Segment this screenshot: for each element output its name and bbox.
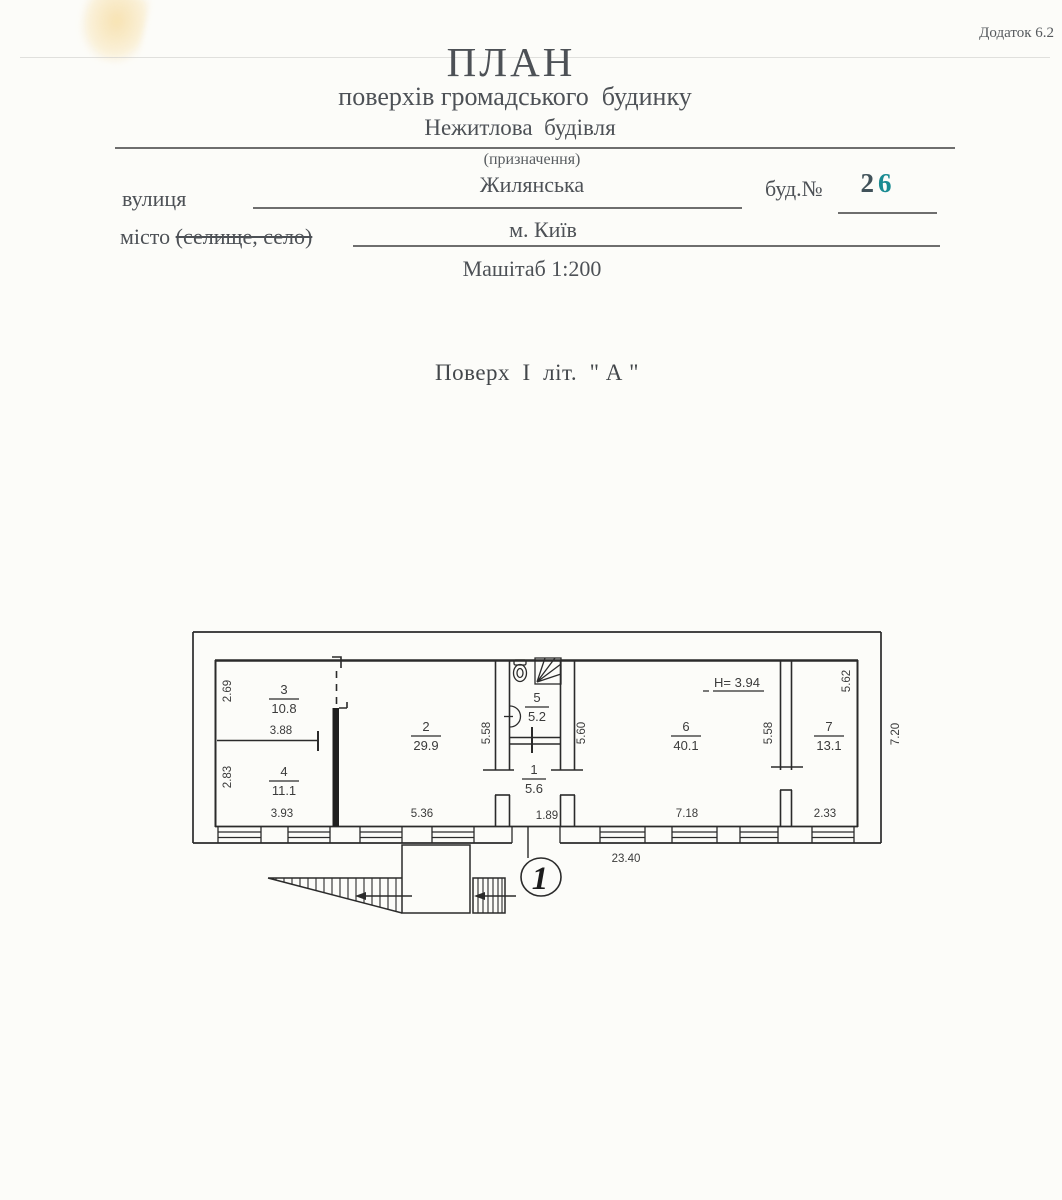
room-labels [269, 682, 844, 798]
doc-title: ПЛАН [446, 39, 576, 85]
doc-subtitle: поверхів громадського будинку [338, 82, 692, 111]
street-value: Жилянська [479, 172, 585, 197]
dim-5-58-right: 5.58 [763, 721, 775, 745]
building-type-value: Нежитлова будівля [424, 115, 616, 140]
house-no-label: буд.№ [765, 176, 823, 201]
stairs [268, 845, 516, 913]
svg-text:5.6: 5.6 [524, 781, 544, 796]
room-2-label [411, 719, 441, 753]
svg-text:H= 3.94: H= 3.94 [714, 675, 760, 690]
house-no-digit-6: 6 [878, 168, 896, 198]
svg-text:40.1: 40.1 [673, 738, 699, 753]
street-label: вулиця [122, 186, 187, 211]
dim-1-89: 1.89 [535, 810, 559, 822]
dim-2-33: 2.33 [813, 808, 837, 820]
shower-icon [535, 658, 561, 684]
house-no-digit-2: 2 [860, 168, 878, 198]
room-1-label [522, 762, 546, 796]
svg-text:5.2: 5.2 [527, 709, 547, 724]
wall-stub [332, 657, 341, 668]
dim-5-60: 5.60 [576, 721, 588, 745]
svg-text:11.1: 11.1 [271, 783, 297, 798]
appendix-label: Додаток 6.2 [979, 25, 1054, 41]
dim-5-62: 5.62 [841, 669, 853, 693]
dim-5-36: 5.36 [410, 808, 434, 820]
svg-text:2: 2 [422, 719, 430, 734]
entrance-marker [521, 827, 561, 897]
svg-text:6: 6 [682, 719, 690, 734]
svg-text:29.9: 29.9 [413, 738, 439, 753]
dim-3-93: 3.93 [270, 808, 294, 820]
dim-2-69: 2.69 [222, 679, 234, 703]
room-7-label [814, 719, 844, 753]
dim-7-18: 7.18 [675, 808, 699, 820]
room-4-label [269, 764, 299, 798]
dim-23-40: 23.40 [611, 853, 641, 865]
sink-icon [504, 706, 521, 727]
svg-text:4: 4 [280, 764, 288, 779]
bottom-windows [218, 827, 854, 843]
dim-2-83: 2.83 [222, 765, 234, 789]
dim-7-20: 7.20 [890, 722, 902, 746]
svg-text:5: 5 [533, 690, 541, 705]
height-note [703, 675, 764, 691]
svg-text:1: 1 [530, 762, 538, 777]
entrance-marker-number: 1 [531, 861, 549, 897]
dim-5-58-left: 5.58 [481, 721, 493, 745]
city-label-word: місто [120, 224, 176, 249]
svg-text:3: 3 [280, 682, 288, 697]
floor-heading: Поверх І літ. " А " [434, 360, 640, 385]
city-value: м. Київ [509, 217, 577, 242]
room-6-label [671, 719, 701, 753]
entrance-door [512, 827, 560, 843]
svg-text:10.8: 10.8 [271, 701, 297, 716]
scale-label: Машітаб 1:200 [462, 256, 602, 281]
svg-text:7: 7 [825, 719, 833, 734]
city-label-struck: (селище, село) [175, 224, 313, 249]
svg-text:13.1: 13.1 [816, 738, 842, 753]
thick-wall-3-2 [333, 708, 340, 827]
room-3-label [269, 682, 299, 716]
room-5-label [525, 690, 549, 724]
dim-3-88: 3.88 [269, 725, 293, 737]
purpose-caption: (призначення) [483, 151, 581, 168]
stair-landing [402, 845, 470, 913]
